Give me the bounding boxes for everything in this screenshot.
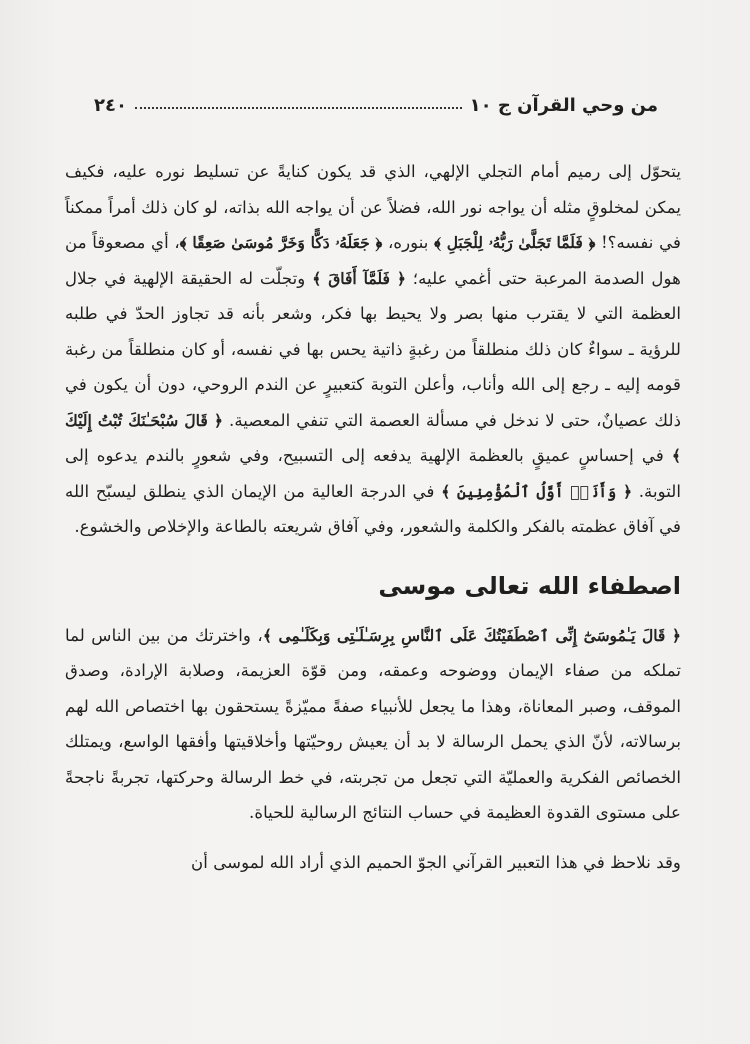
text-segment: بنوره، [387,232,429,252]
text-segment: ، واخترتك من بين الناس لما تملكه من صفاء الإيمان ووضوحه وعمقه، ومن قوّة العزيمة، وصلابة الإرادة، وصدق الموقف، وصبر المعاناة، وهذا ما يجعل للأنبياء صفةً مميّزةً يستحقون بها اختصاص الله لهم برسالاته، لأنّ الذي يحمل الرسالة لا بد أن يعيش روحيّتها وأخلاقيتها وأفقها الواسع، ويمتلك الخصائص الفكرية والعمليّة التي تجعل من تجربته، في خط الرسالة وحركتها، تجربةً ناجحةً على مستوى القدوة العظيمة في حساب النتائج الرسالية للحياة. [65,624,681,822]
quran-verse: ﴿ فَلَمَّآ أَفَاقَ ﴾ [312,268,406,288]
body-paragraph [65,618,681,831]
section-heading: اصطفاء الله تعالى موسى [378,571,681,600]
running-title: من وحي القرآن ج ١٠ [469,95,658,116]
quran-verse: ﴿ فَلَمَّا تَجَلَّىٰ رَبُّهُۥ لِلْجَبَلِ ﴾ [434,233,596,252]
body-paragraph [65,154,681,545]
text-segment: وقد نلاحظ في هذا التعبير القرآني الجوّ الحميم الذي أراد الله لموسى أن [191,851,681,872]
text-segment: وتجلّت له الحقيقة الإلهية في جلال العظمة التي لا يقترب منها بصر ولا يحيط بها فكر، وشعر بأنه قد تجاوز الحدّ في طلبه للرؤية ـ سواءٌ كان ذلك منطلقاً من رغبةٍ ذاتية يحس بها في نفسه، أو كان منطلقاً من رغبة قومه إليه ـ رجع إلى الله وأناب، وأعلن التوبة كتعبيرٍ عن الندم الروحي، دون أن يكون في ذلك عصيانٌ، حتى لا ندخل في مسألة العصمة التي تنفي المعصية. [65,267,681,430]
quran-verse: ﴿ قَالَ يَـٰمُوسَىٰٓ إِنِّى ٱصْطَفَيْتُكَ عَلَى ٱلنَّاسِ بِرِسَـٰلَـٰتِى وَبِكَلَـٰمِى ﴾ [262,625,681,645]
text-segment: في الدرجة العالية من الإيمان الذي ينطلق ليسبّح الله في آفاق عظمته بالفكر والكلمة والشعور، وفي آفاق شريعته بالطاعة والإخلاص والخشوع. [65,480,681,536]
quran-verse: ﴿ قَالَ سُبْحَـٰنَكَ تُبْتُ إِلَيْكَ ﴾ [65,410,682,465]
body-paragraph [65,845,681,881]
quran-verse: ﴿ وَأَنَا۠ أَوَّلُ ٱلْمُؤْمِنِينَ ﴾ [441,481,633,501]
running-header [86,86,666,116]
quran-verse: ﴿ جَعَلَهُۥ دَكًّا وَخَرَّ مُوسَىٰ صَعِقًا ﴾ [179,233,383,252]
text-segment: ، أي مصعوقاً من هول الصدمة المرعبة حتى أغمي عليه؛ [65,232,681,288]
page-number: ٢٤٠ [94,95,127,116]
dotted-leader [135,95,462,109]
text-segment: يتحوّل إلى رميم أمام التجلي الإلهي، الذي قد يكون كنايةً عن تسليط نوره عليه، فكيف يمكن لمخلوقٍ مثله أن يواجه نور الله، فضلاً عن أن يواجه الله بذاته، لو كان ذلك أمراً ممكناً في نفسه؟! [65,161,681,252]
text-segment: في إحساسٍ عميقٍ بالعظمة الإلهية يدفعه إلى التسبيح، وفي شعورٍ بالندم يدعوه إلى التوبة. [65,445,681,501]
page-content [65,154,681,880]
